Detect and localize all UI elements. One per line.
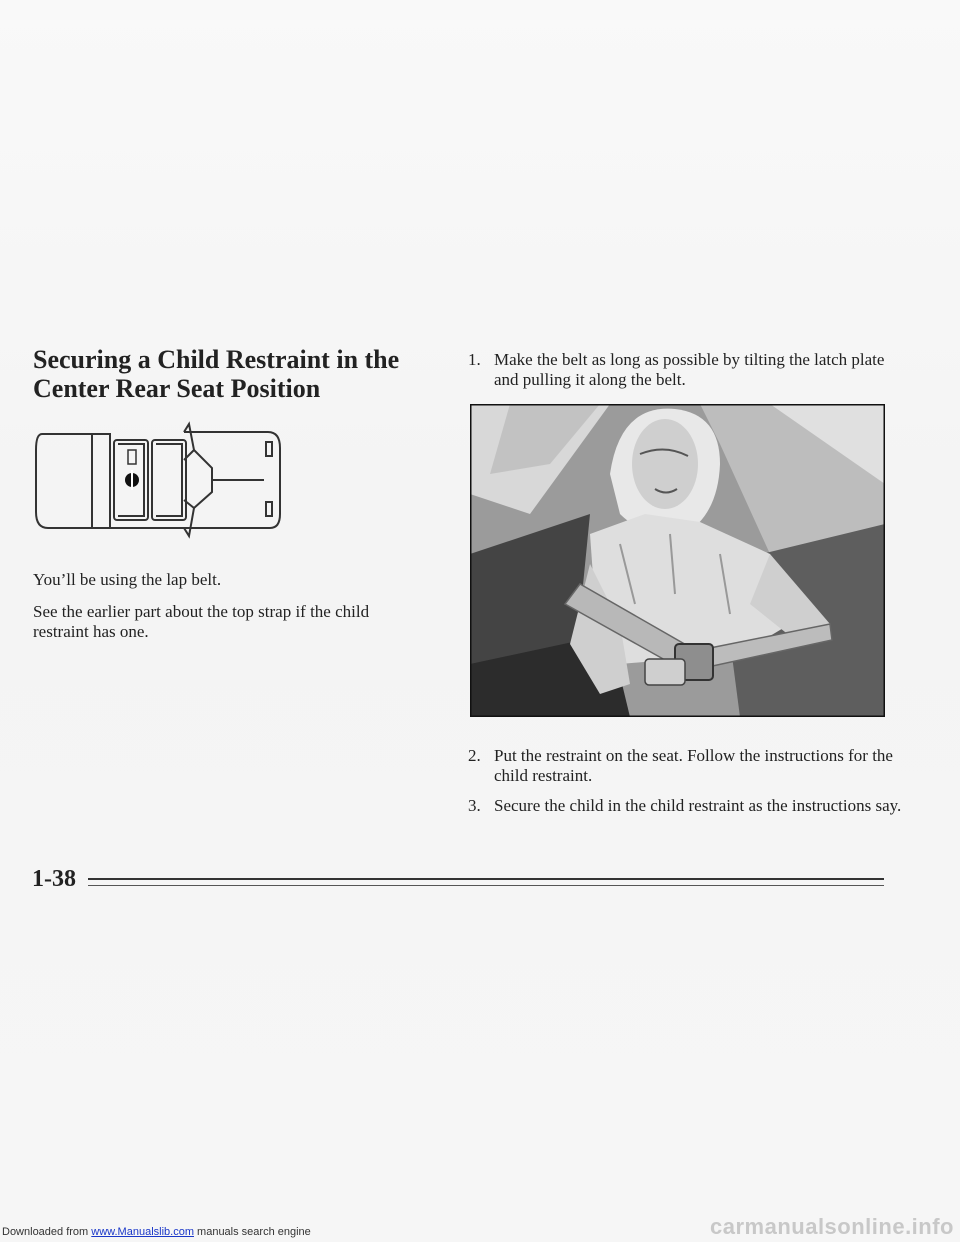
left-paragraph-1: You’ll be using the lap belt.	[33, 570, 222, 589]
seatbelt-illustration	[470, 404, 885, 717]
car-seat-diagram-icon	[34, 420, 284, 540]
left-paragraph-2: See the earlier part about the top strap if the child restraint has one.	[33, 602, 370, 641]
attribution-prefix: Downloaded from	[2, 1226, 92, 1238]
step-1	[468, 350, 908, 390]
step-3-text: Secure the child in the child restraint as the instructions say.	[494, 796, 902, 815]
manualslib-link[interactable]: www.Manualslib.com	[91, 1226, 194, 1238]
site-watermark: carmanualsonline.info	[710, 1214, 954, 1239]
step-1-number: 1.	[468, 350, 481, 369]
step-3-number: 3.	[468, 796, 481, 815]
step-3	[468, 796, 908, 816]
download-attribution	[2, 1226, 311, 1238]
page-heading: Securing a Child Restraint in the Center Rear Seat Position	[33, 345, 400, 403]
page-number: 1-38	[32, 866, 76, 892]
step-2-number: 2.	[468, 746, 481, 765]
attribution-suffix: manuals search engine	[193, 1226, 311, 1238]
step-1-text: Make the belt as long as possible by tilting the latch plate and pulling it along the belt.	[494, 350, 885, 389]
footer-rule-thin	[88, 885, 884, 886]
footer-rule	[88, 878, 884, 880]
step-2-text: Put the restraint on the seat. Follow the instructions for the child restraint.	[494, 746, 893, 785]
step-2	[468, 746, 908, 786]
